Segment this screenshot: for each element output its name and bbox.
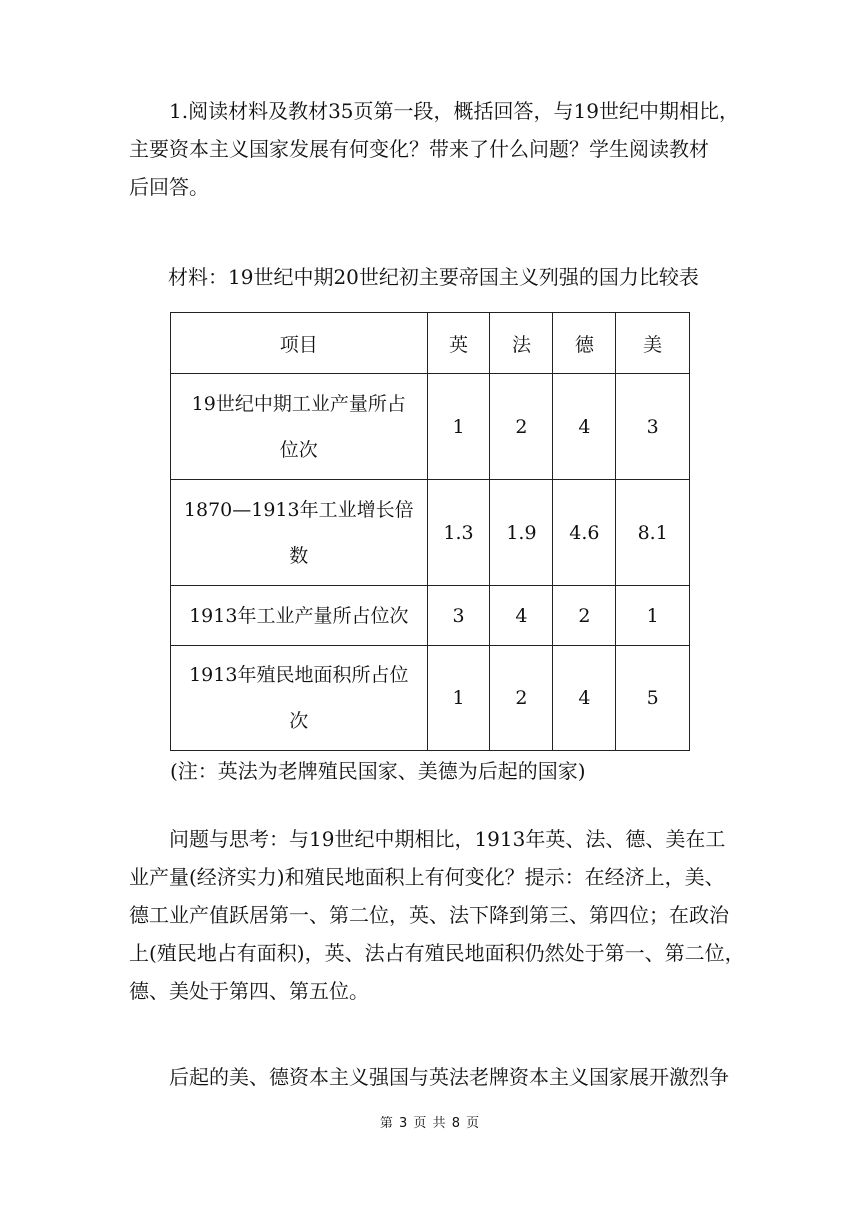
row-label: [171, 646, 428, 751]
text-line: 主要资本主义国家发展有何变化？带来了什么问题？学生阅读教材: [129, 137, 709, 161]
cell-britain: 1.3: [427, 480, 490, 586]
header-france: 法: [490, 313, 553, 374]
text-line: 业产量(经济实力)和殖民地面积上有何变化？提示：在经济上，美、: [129, 865, 725, 889]
row-label: [171, 374, 428, 480]
page-footer: 第 3 页 共 8 页: [379, 1116, 481, 1131]
table-row: [171, 646, 690, 751]
paragraph-question-1: [129, 92, 739, 206]
header-usa: 美: [616, 313, 690, 374]
comparison-table: [170, 312, 690, 751]
cell-france: 4: [490, 586, 553, 646]
cell-germany: 4: [553, 646, 616, 751]
row-label-line: 数: [289, 544, 309, 567]
text-line: 后回答。: [129, 175, 209, 199]
row-label-line: 1913年殖民地面积所占位: [189, 664, 409, 686]
cell-britain: 1: [427, 646, 490, 751]
cell-britain: 3: [427, 586, 490, 646]
paragraph-continuation: [129, 1058, 739, 1096]
header-germany: 德: [553, 313, 616, 374]
cell-france: 2: [490, 646, 553, 751]
cell-germany: 2: [553, 586, 616, 646]
header-britain: 英: [427, 313, 490, 374]
table-caption: 材料：19世纪中期20世纪初主要帝国主义列强的国力比较表: [168, 265, 699, 289]
row-label-line: 1870—1913年工业增长倍: [183, 498, 414, 521]
table-row: [171, 374, 690, 480]
row-label-line: 1913年工业产量所占位次: [189, 604, 409, 627]
header-item: 项目: [171, 313, 428, 374]
cell-usa: 3: [616, 374, 690, 480]
table-note: (注：英法为老牌殖民国家、美德为后起的国家): [170, 759, 586, 783]
cell-britain: 1: [427, 374, 490, 480]
cell-usa: 5: [616, 646, 690, 751]
paragraph-question-thinking: [129, 820, 745, 1010]
table-row: [171, 586, 690, 646]
text-line: 后起的美、德资本主义强国与英法老牌资本主义国家展开激烈争: [129, 1065, 729, 1089]
row-label-line: 19世纪中期工业产量所占: [191, 392, 406, 415]
text-line: 德、美处于第四、第五位。: [129, 979, 369, 1003]
cell-usa: 8.1: [616, 480, 690, 586]
cell-france: 1.9: [490, 480, 553, 586]
cell-germany: 4.6: [553, 480, 616, 586]
table-row: [171, 480, 690, 586]
text-line: 上(殖民地占有面积)，英、法占有殖民地面积仍然处于第一、第二位，: [129, 941, 745, 965]
row-label: [171, 586, 428, 646]
cell-usa: 1: [616, 586, 690, 646]
table-header-row: [171, 313, 690, 374]
row-label-line: 次: [289, 710, 309, 732]
text-line: 德工业产值跃居第一、第二位，英、法下降到第三、第四位；在政治: [129, 903, 729, 927]
cell-france: 2: [490, 374, 553, 480]
text-line: 1.阅读材料及教材35页第一段，概括回答，与19世纪中期相比，: [129, 99, 739, 123]
row-label: [171, 480, 428, 586]
row-label-line: 位次: [279, 438, 318, 461]
text-line: 问题与思考：与19世纪中期相比，1913年英、法、德、美在工: [129, 827, 726, 851]
cell-germany: 4: [553, 374, 616, 480]
